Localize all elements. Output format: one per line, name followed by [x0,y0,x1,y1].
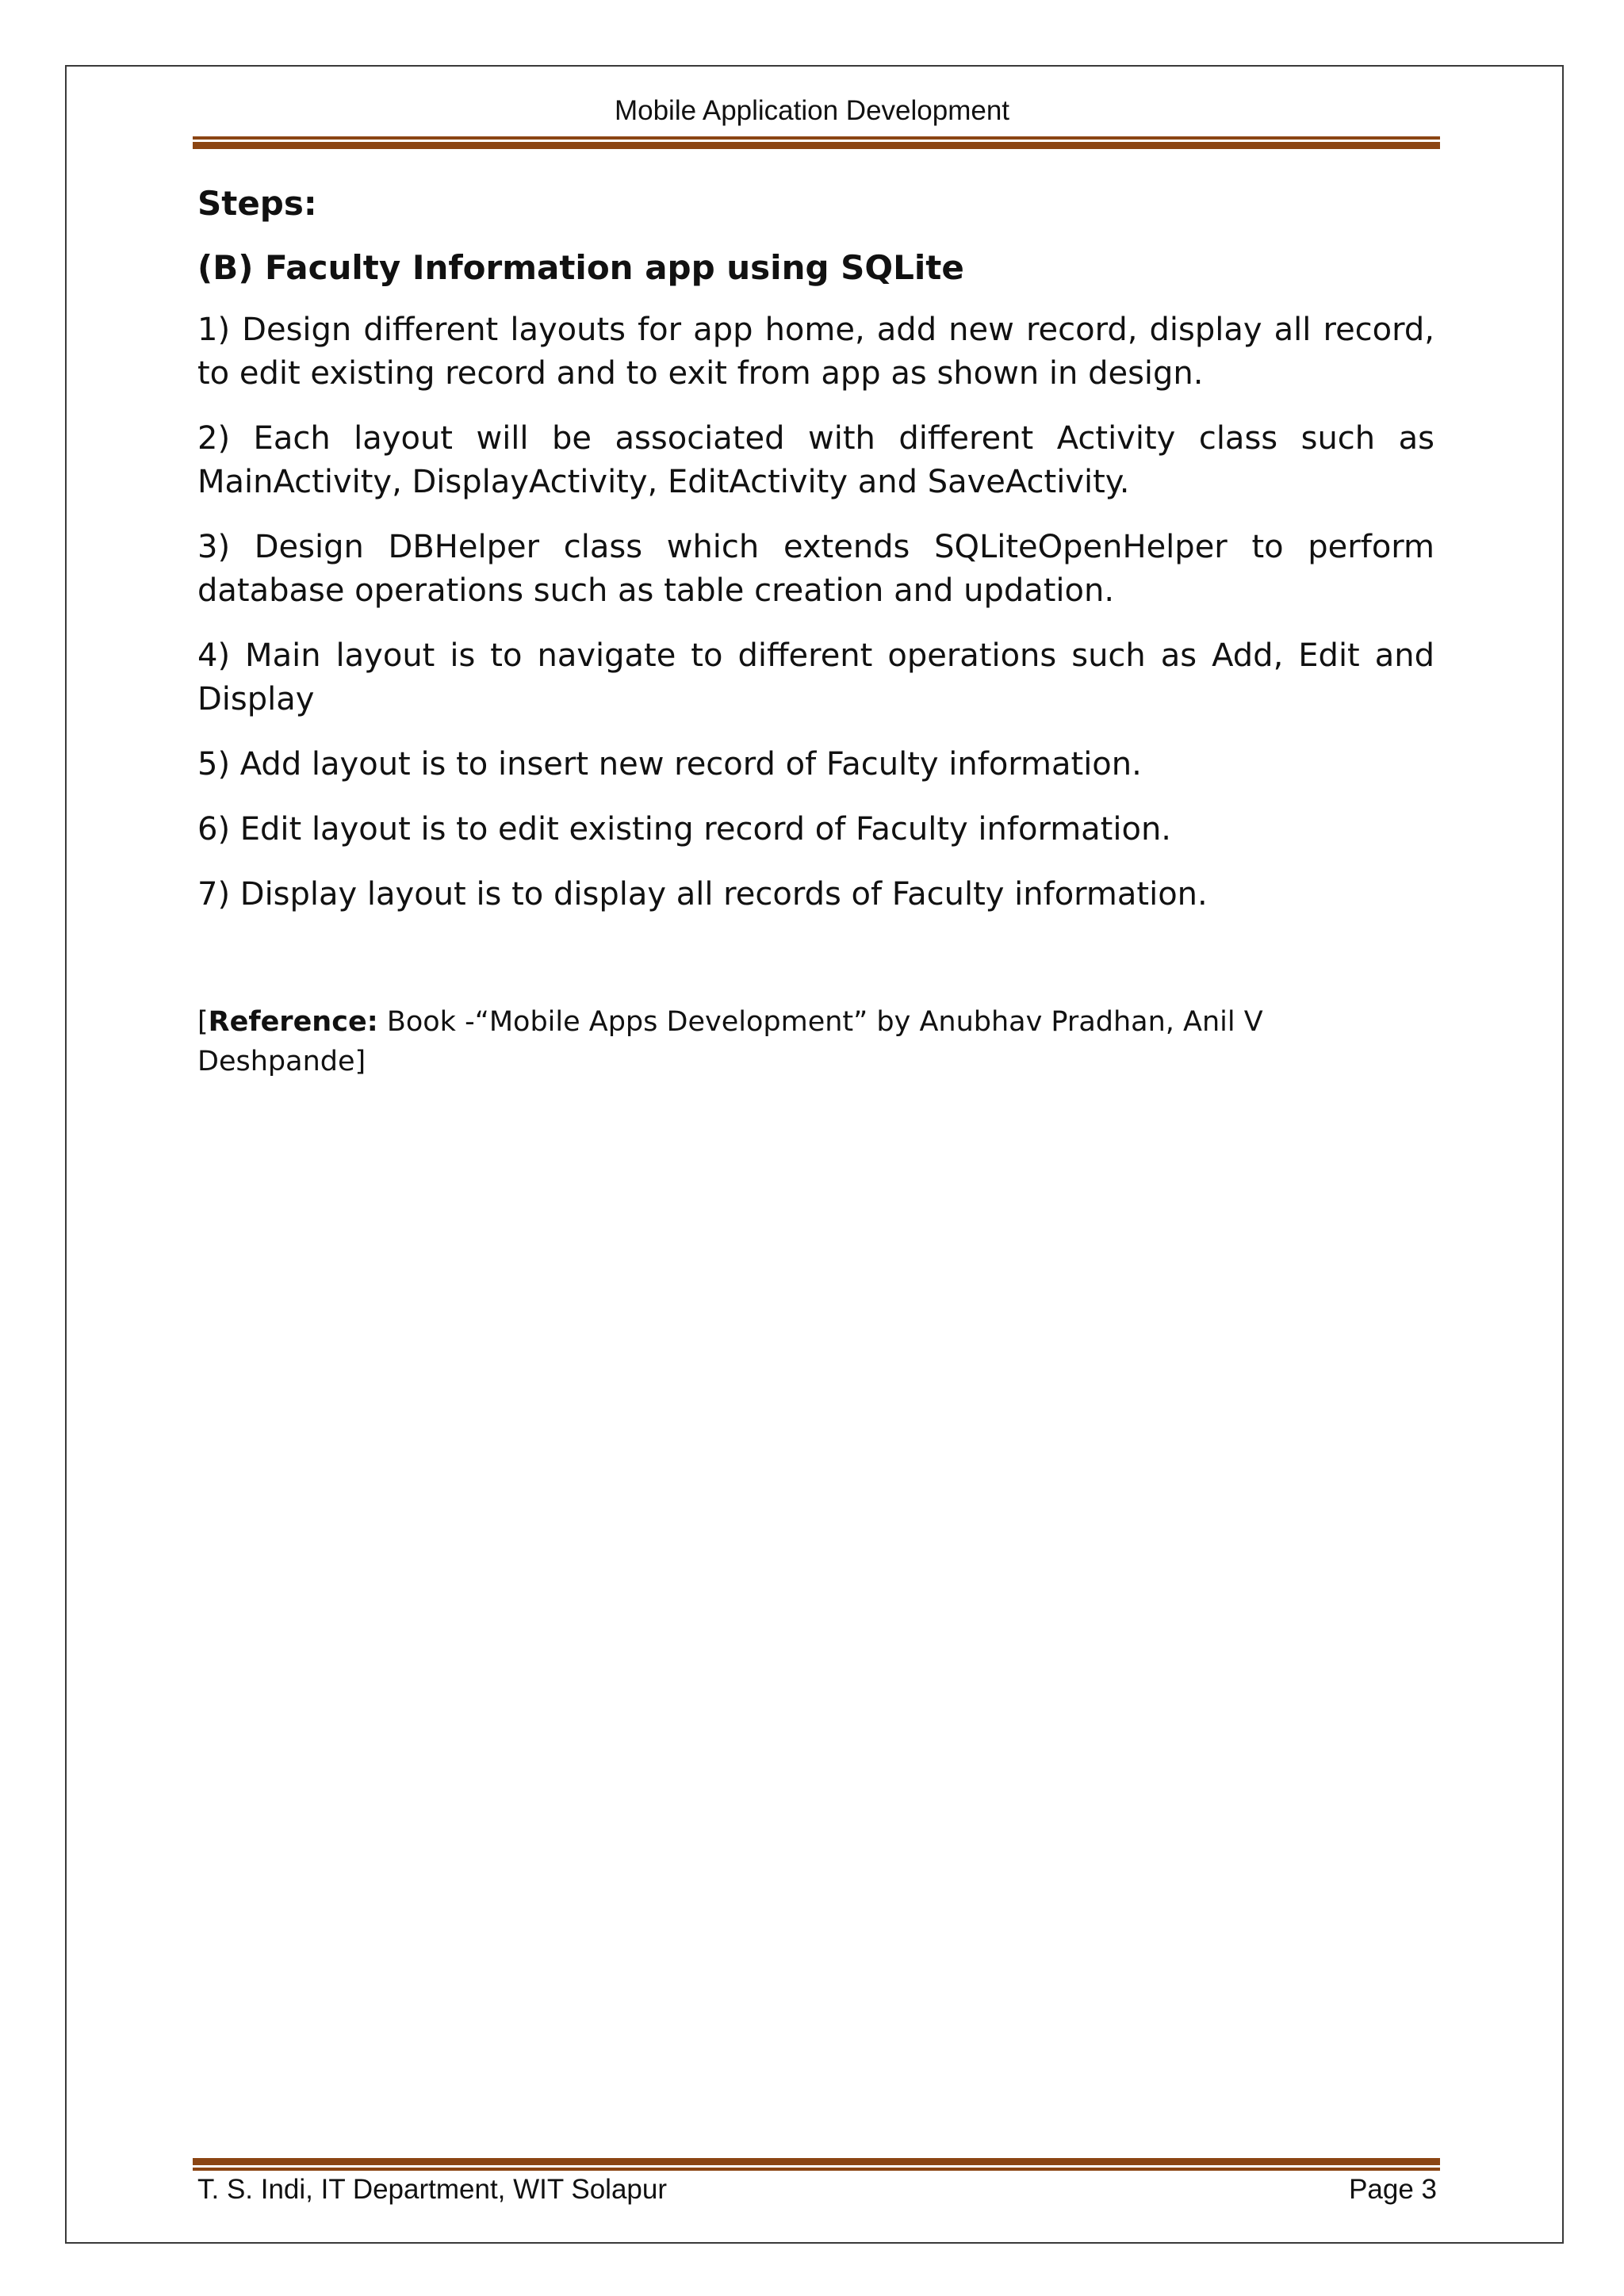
footer-rule [193,2158,1440,2171]
reference-note [197,1002,1434,1081]
document-body [197,182,1434,1081]
section-heading: (B) Faculty Information app using SQLite [197,247,964,287]
footer-page-number: Page 3 [1349,2174,1437,2205]
step-item-6: 6) Edit layout is to edit existing record of Faculty information. [197,811,1172,848]
step-item-4: 4) Main layout is to navigate to different operations such as Add, Edit and Display [197,637,1434,718]
footer-rule-thin [193,2168,1440,2171]
steps-heading: Steps: [197,184,317,223]
step-item-5: 5) Add layout is to insert new record of Faculty information. [197,746,1142,783]
header-title: Mobile Application Development [614,95,1010,126]
header-rule-thick [193,142,1440,149]
step-item-2: 2) Each layout will be associated with different Activity class such as MainActivity, DisplayActivity, EditActivity and SaveActivity. [197,420,1434,501]
reference-text: Book -“Mobile Apps Development” by Anubhav Pradhan, Anil V Deshpande] [197,1006,1263,1078]
reference-label: Reference: [208,1006,378,1039]
footer-author: T. S. Indi, IT Department, WIT Solapur [197,2174,667,2205]
step-item-3: 3) Design DBHelper class which extends SQLiteOpenHelper to perform database operations such as table creation and updation. [197,529,1434,610]
step-item-7: 7) Display layout is to display all records of Faculty information. [197,876,1208,913]
step-item-1: 1) Design different layouts for app home, add new record, display all record, to edit existing record and to exit from app as shown in design. [197,312,1434,392]
header-rule [193,136,1440,149]
footer-rule-thick [193,2158,1440,2165]
reference-open-bracket: [ [197,1006,209,1039]
